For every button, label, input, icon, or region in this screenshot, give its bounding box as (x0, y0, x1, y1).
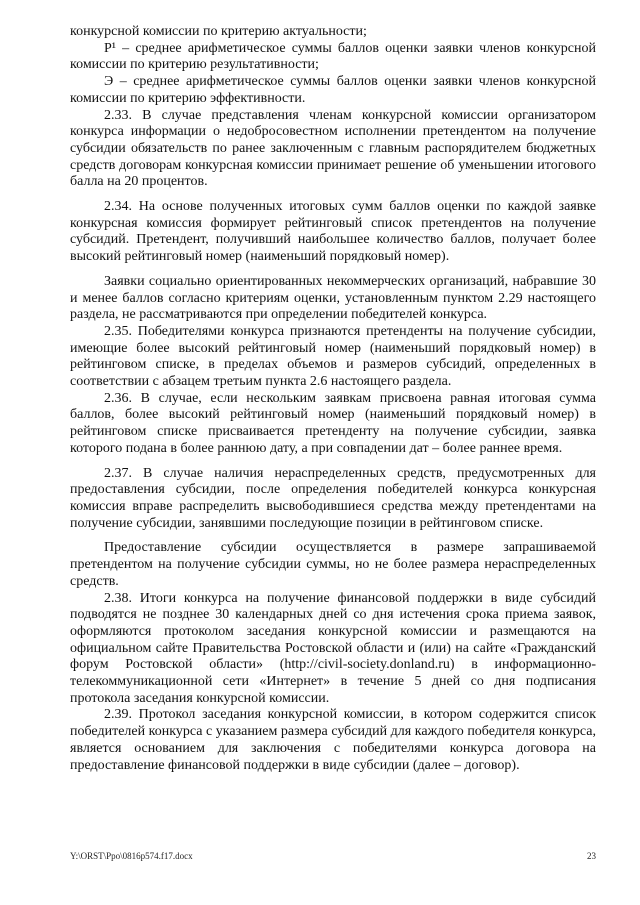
paragraph-2-33: 2.33. В случае представления членам конкурсной комиссии организатором конкурса информации о недобросовестном исполнении претендентом на получение субсидии обязательств по ранее заключенным с главным распорядителем бюджетных средств договорам конкурсная комиссии принимает решение об уменьшении итогового балла на 20 процентов. (70, 107, 596, 190)
paragraph-2-34: 2.34. На основе полученных итоговых сумм баллов оценки по каждой заявке конкурсная комиссия формирует рейтинговый список претендентов на получение субсидий. Претендент, получивший наибольшее количество баллов, получает более высокий рейтинговый номер (наименьший порядковый номер). (70, 199, 596, 265)
paragraph-predostavlenie: Предоставление субсидии осуществляется в размере запрашиваемой претендентом на получение субсидии суммы, но не более размера нераспределенных средств. (70, 540, 596, 589)
document-body (70, 24, 596, 774)
paragraph-2-38: 2.38. Итоги конкурса на получение финансовой поддержки в виде субсидий подводятся не позднее 30 календарных дней со дня истечения срока приема заявок, оформляются протоколом заседания конкурсной комиссии и размещаются на официальном сайте Правительства Ростовской области и (или) на сайте «Гражданский форум Ростовской области» (http://civil-society.donland.ru) в информационно-телекоммуникационной сети «Интернет» в течение 5 дней со дня подписания протокола заседания конкурсной комиссии. (70, 590, 596, 706)
page-footer (70, 851, 596, 861)
paragraph-2-36: 2.36. В случае, если нескольким заявкам присвоена равная итоговая сумма баллов, более высокий рейтинговый номер (наименьший порядковый номер) в рейтинговом списке присваивается претенденту на получение субсидии, заявка которого подана в более раннюю дату, а при совпадении дат – более раннее время. (70, 390, 596, 456)
paragraph-2-39: 2.39. Протокол заседания конкурсной комиссии, в котором содержится список победителей конкурса с указанием размера субсидий для каждого победителя конкурса, является основанием для заключения с победителями конкурса договора на предоставление финансовой поддержки в виде субсидии (далее – договор). (70, 707, 596, 773)
page-number: 23 (587, 851, 596, 861)
paragraph-rezultativnost: Р¹ – среднее арифметическое суммы баллов оценки заявки членов конкурсной комиссии по критерию результативности; (70, 40, 596, 73)
paragraph-zayavki-30: Заявки социально ориентированных некоммерческих организаций, набравшие 30 и менее баллов согласно критериям оценки, установленным пунктом 2.29 настоящего раздела, не рассматриваются при определении победителей конкурса. (70, 273, 596, 323)
paragraph-2-35: 2.35. Победителями конкурса признаются претенденты на получение субсидии, имеющие более высокий рейтинговый номер (наименьший порядковый номер) в рейтинговом списке, в пределах объемов и размеров субсидий, определенных в соответствии с абзацем третьим пункта 2.6 настоящего раздела. (70, 323, 596, 390)
paragraph-2-37: 2.37. В случае наличия нераспределенных средств, предусмотренных для предоставления субсидии, после определения победителей конкурса конкурсная комиссия вправе распределить высвободившиеся средства между претендентами на получение субсидии, занявшими последующие позиции в рейтинговом списке. (70, 465, 596, 531)
paragraph-aktualnost-tail: конкурсной комиссии по критерию актуальности; (70, 24, 367, 39)
paragraph-effektivnost: Э – среднее арифметическое суммы баллов оценки заявки членов конкурсной комиссии по критерию эффективности. (70, 74, 596, 106)
file-path: Y:\ORST\Ppo\0816p574.f17.docx (70, 851, 193, 861)
